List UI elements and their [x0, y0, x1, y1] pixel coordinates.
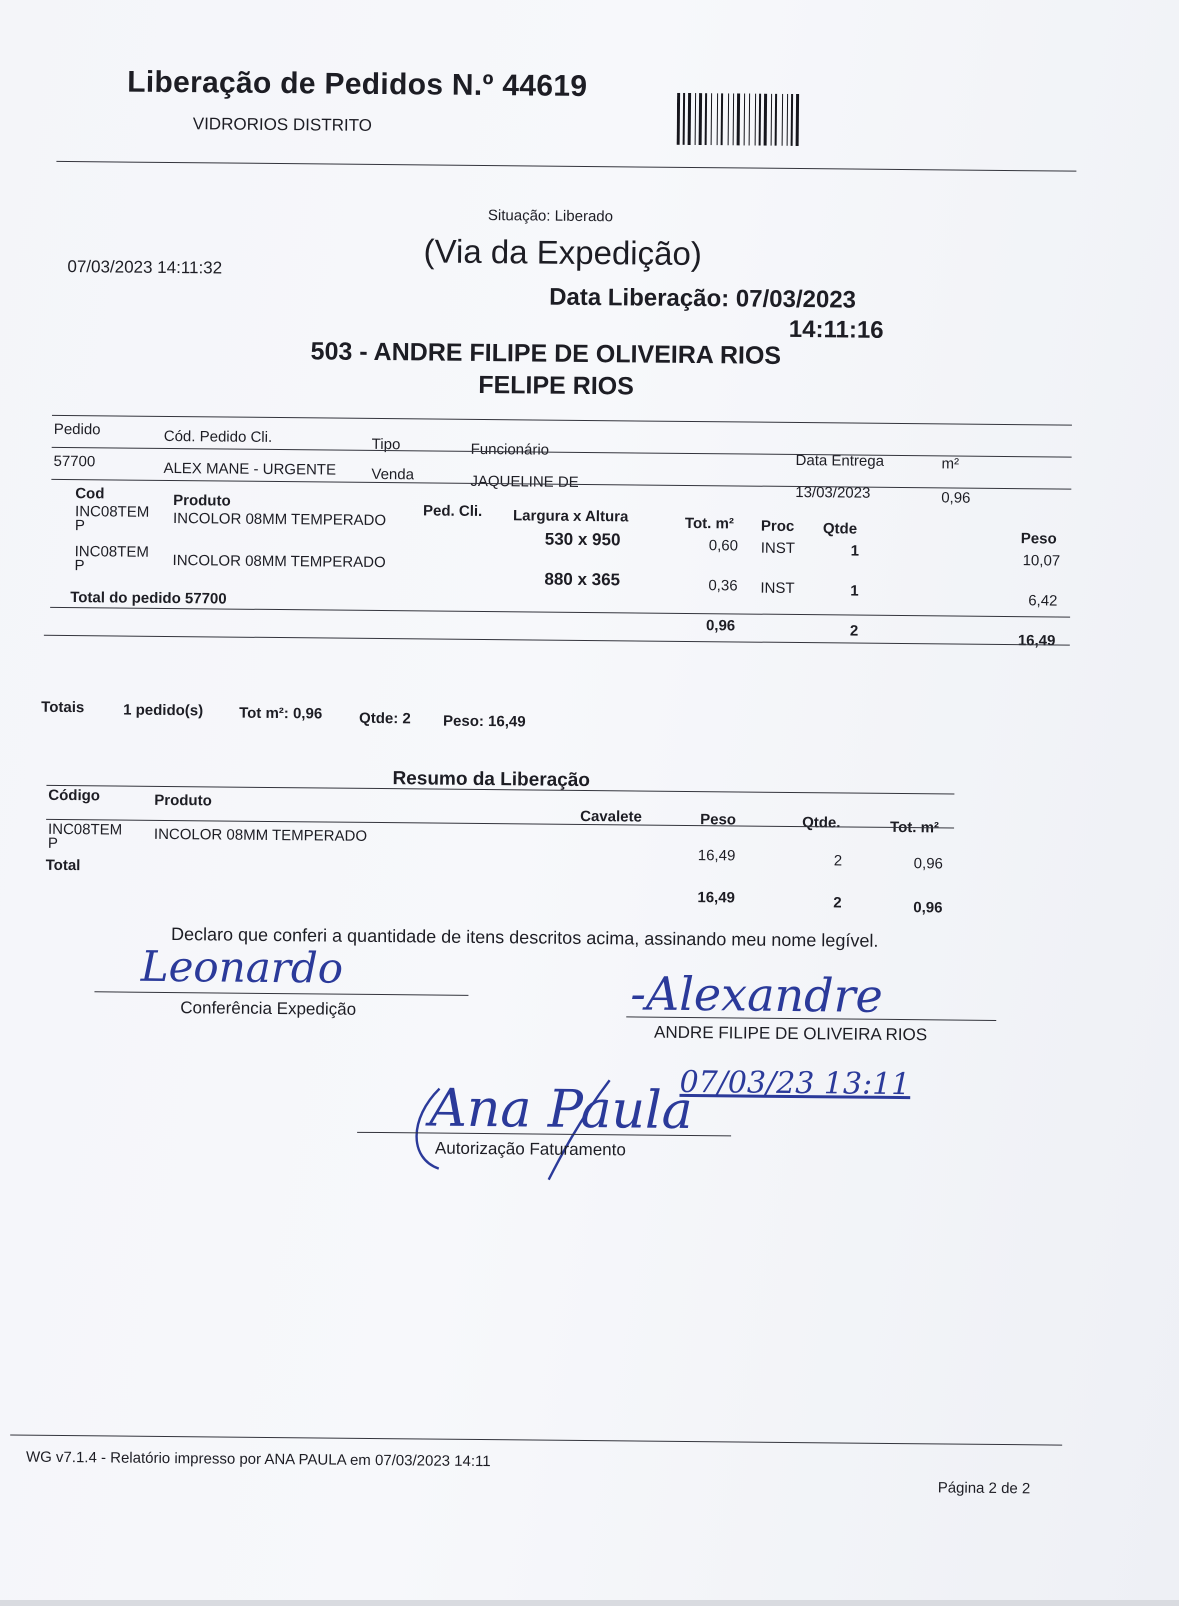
copy-label: (Via da Expedição) [423, 232, 702, 273]
barcode-bar [796, 94, 799, 146]
barcode-bar [717, 93, 718, 145]
totals-peso: Peso: 16,49 [442, 712, 526, 731]
summary-qtde: 2 [833, 852, 843, 870]
item-dims: 880 x 365 [544, 569, 621, 590]
order-table-bottom-rule [44, 635, 1070, 646]
client-signature: -Alexandre [630, 966, 884, 1023]
print-timestamp: 07/03/2023 14:11:32 [67, 257, 223, 278]
item-cod: INC08TEM [74, 543, 149, 561]
summary-title: Resumo da Liberação [392, 768, 591, 792]
item-col-proc: Proc [760, 517, 795, 535]
summary-col-qtde: Qtde. [802, 814, 841, 832]
order-funcionario: JAQUELINE DE [470, 472, 579, 491]
item-col-produto: Produto [173, 492, 231, 510]
col-funcionario: Funcionário [470, 440, 550, 459]
item-peso: 6,42 [1028, 592, 1058, 610]
col-tipo: Tipo [371, 435, 401, 454]
barcode-bar [755, 94, 756, 146]
item-col-tot-m2: Tot. m² [684, 514, 734, 533]
totals-pedidos: 1 pedido(s) [123, 701, 204, 720]
item-produto: INCOLOR 08MM TEMPERADO [172, 510, 387, 530]
barcode-bar [677, 93, 680, 145]
item-col-peso: Peso [1020, 530, 1057, 548]
barcode-bar [775, 94, 777, 146]
barcode-bar [749, 94, 750, 146]
order-total-peso: 16,49 [1017, 632, 1056, 650]
summary-col-tot-m2: Tot. m² [889, 818, 940, 837]
summary-total-m2: 0,96 [913, 899, 943, 917]
summary-total-qtde: 2 [833, 894, 842, 912]
col-data-entrega: Data Entrega [795, 451, 885, 470]
item-dims: 530 x 950 [544, 529, 621, 550]
client-signature-label: ANDRE FILIPE DE OLIVEIRA RIOS [654, 1022, 928, 1045]
barcode-bar [695, 93, 696, 145]
order-m2: 0,96 [941, 489, 971, 507]
barcode-bar [791, 94, 793, 146]
client-short-name: FELIPE RIOS [478, 370, 635, 401]
release-date: Data Liberação: 07/03/2023 [549, 283, 857, 314]
barcode-bar [683, 93, 685, 145]
summary-produto: INCOLOR 08MM TEMPERADO [153, 825, 368, 845]
barcode-bar [787, 94, 788, 146]
conference-signature: Leonardo [140, 941, 344, 993]
summary-tot-m2: 0,96 [913, 855, 944, 873]
barcode-bar [771, 94, 772, 146]
item-proc: INST [760, 539, 795, 557]
item-cod-suffix: P [74, 557, 85, 575]
order-table-top-rule [52, 415, 1072, 426]
item-tot-m2: 0,60 [708, 537, 739, 555]
barcode-bar [764, 94, 767, 146]
page-number: Página 2 de 2 [937, 1479, 1031, 1498]
summary-peso: 16,49 [697, 847, 736, 865]
totals-label: Totais [41, 698, 85, 717]
barcode-bar [782, 94, 783, 146]
release-time: 14:11:16 [788, 315, 884, 344]
order-tipo: Venda [371, 465, 415, 484]
footer-printed-by: WG v7.1.4 - Relatório impresso por ANA PAULA em 07/03/2023 14:11 [25, 1448, 491, 1471]
barcode-bar [744, 93, 745, 145]
order-data-entrega: 13/03/2023 [795, 483, 871, 502]
item-qtde: 1 [850, 542, 860, 560]
barcode-bar [721, 93, 723, 145]
declaration-text: Declaro que conferi a quantidade de itens descritos acima, assinando meu nome legível. [170, 924, 879, 951]
summary-codigo: INC08TEM [47, 820, 123, 839]
barcode-bar [733, 93, 734, 145]
summary-col-codigo: Código [48, 786, 101, 805]
situation-label: Situação: Liberado [487, 207, 614, 226]
item-qtde: 1 [850, 582, 859, 600]
totals-qtde: Qtde: 2 [359, 709, 411, 728]
barcode-bar [699, 93, 702, 145]
item-tot-m2: 0,36 [708, 577, 738, 595]
order-total-rule [50, 607, 1070, 618]
summary-codigo-suffix: P [47, 834, 58, 852]
col-pedido: Pedido [53, 420, 101, 439]
item-col-cod: Cod [75, 485, 105, 503]
barcode-bar [711, 93, 712, 145]
item-proc: INST [760, 579, 795, 597]
barcode [677, 93, 859, 147]
summary-col-cavalete: Cavalete [580, 807, 642, 826]
order-total-m2: 0,96 [705, 617, 736, 635]
barcode-bar [759, 94, 761, 146]
col-cod-pedido-cli: Cód. Pedido Cli. [163, 427, 273, 446]
item-col-largura-altura: Largura x Altura [512, 507, 629, 526]
item-col-ped-cli: Ped. Cli. [423, 502, 483, 520]
conference-label: Conferência Expedição [180, 998, 357, 1019]
order-cod-pedido-cli: ALEX MANE - URGENTE [163, 459, 337, 479]
handwritten-date: 07/03/23 13:11 [679, 1064, 911, 1103]
summary-col-produto: Produto [154, 791, 212, 810]
authorization-signature: Ana Paula [429, 1078, 693, 1142]
summary-col-peso: Peso [700, 811, 737, 829]
summary-total-peso: 16,49 [697, 889, 736, 907]
summary-total-label: Total [45, 856, 81, 875]
authorization-flourish [399, 1058, 700, 1181]
client-name: 503 - ANDRE FILIPE DE OLIVEIRA RIOS [310, 337, 782, 370]
totals-tot-m2: Tot m²: 0,96 [239, 704, 323, 723]
item-produto: INCOLOR 08MM TEMPERADO [172, 552, 386, 572]
barcode-bar [737, 93, 740, 145]
company-name: VIDRORIOS DISTRITO [192, 114, 373, 135]
item-peso: 10,07 [1022, 552, 1061, 570]
item-col-qtde: Qtde [822, 520, 858, 538]
barcode-bar [728, 93, 729, 145]
item-cod: INC08TEM [74, 503, 150, 521]
header-divider [56, 161, 1076, 172]
order-total-qtde: 2 [849, 622, 859, 640]
authorization-label: Autorização Faturamento [434, 1138, 626, 1160]
item-cod-suffix: P [74, 517, 86, 535]
document-title: Liberação de Pedidos N.º 44619 [127, 65, 588, 103]
footer-rule [10, 1435, 1062, 1446]
order-total-label: Total do pedido 57700 [70, 589, 227, 608]
barcode-bar [688, 93, 691, 145]
order-pedido: 57700 [53, 452, 96, 471]
order-header-rule [52, 447, 1072, 458]
col-m2: m² [941, 455, 960, 473]
barcode-bar [705, 93, 707, 145]
